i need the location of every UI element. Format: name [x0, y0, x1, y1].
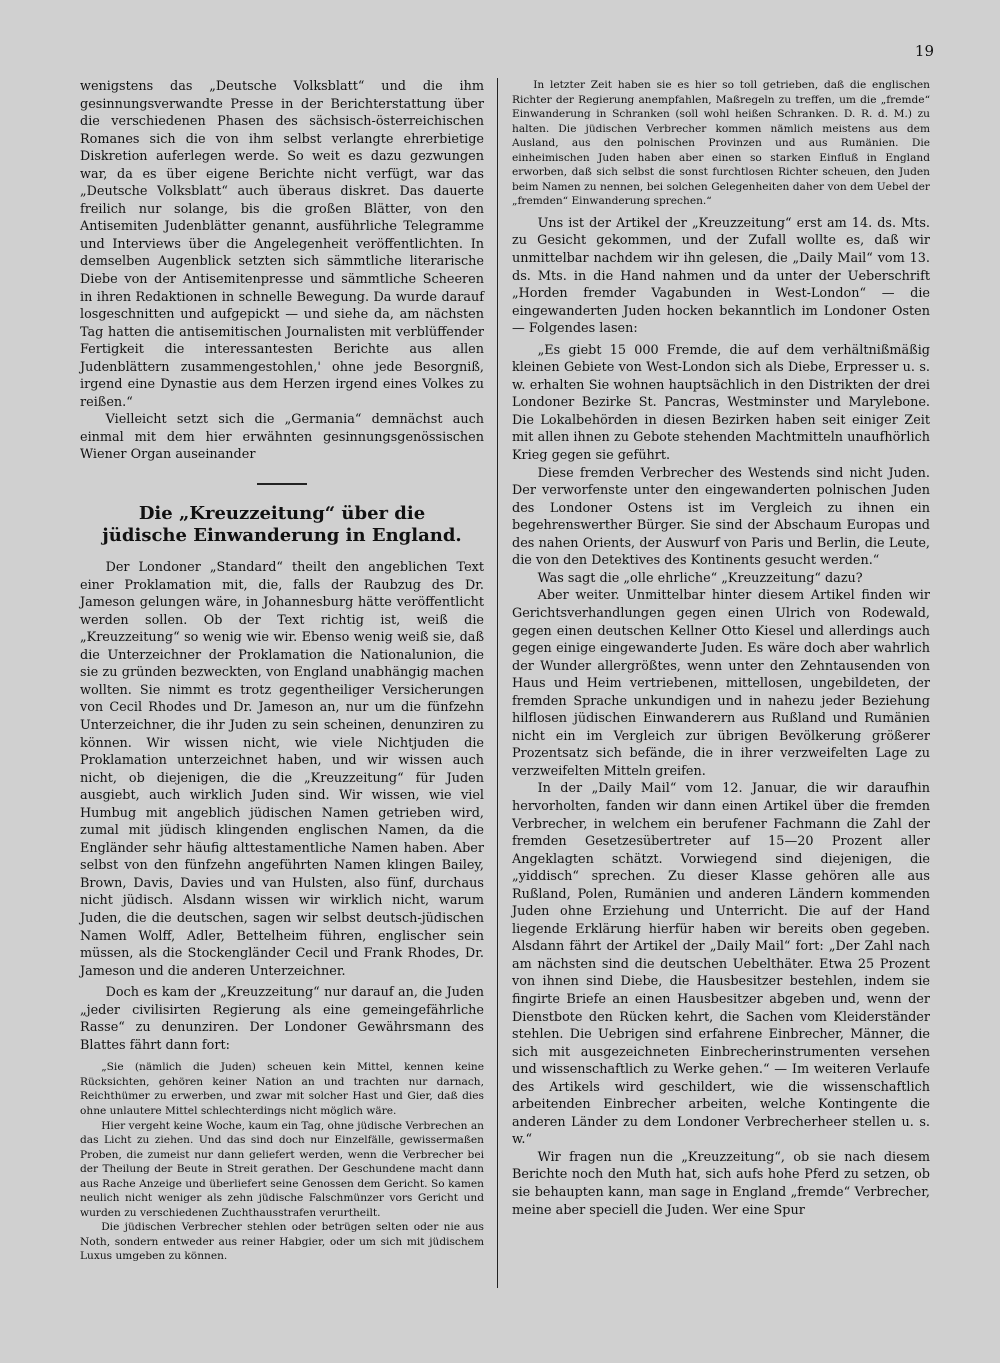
section-separator [257, 483, 307, 485]
article-heading-line2: jüdische Einwanderung in England. [102, 525, 462, 547]
aber-paragraph: Aber weiter. Unmittelbar hinter diesem Artikel finden wir Gerichtsverhandlungen gegen einen Ulrich von Rodewald, gegen einen deutschen Kellner Otto Kiesel und allerdings auch gegen einige eingewanderte Juden. Es wäre doch aber wahrlich der Wunder allergrößtes, wenn unter den Zehntausenden von Haus und Heim vertriebenen, mittellosen, ungebildeten, der fremden Sprache unkundigen und in nahezu jeder Beziehung hilflosen jüdischen Einwanderern aus Rußland und Rumänien nicht ein im Vergleich zur übrigen Bevölkerung größerer Prozentsatz sich befände, die in ihrer verzweifelten Lage zu verzweifelten Mitteln greifen. [512, 588, 930, 779]
germania-paragraph: Vielleicht setzt sich die „Germania“ demnächst auch einmal mit dem hier erwähnten gesinnungsgenössischen Wiener Organ auseinander [80, 412, 484, 463]
daily-mail-paragraph: In der „Daily Mail“ vom 12. Januar, die wir daraufhin hervorholten, fanden wir dann einen Artikel über die fremden Verbrecher, in welchem ein berufener Fachmann die Zahl der fremden Gesetzesübertreter auf 15—20 Prozent aller Angeklagten schätzt. Vorwiegend sind diejenigen, die „yiddisch“ sprechen. Zu dieser Klasse gehören alle aus Rußland, Polen, Rumänien und anderen Ländern kommenden Juden ohne Erziehung und Unterricht. Die auf der Hand liegende Erklärung hierfür haben wir bereits oben gegeben. Alsdann fährt der Artikel der „Daily Mail“ fort: „Der Zahl nach am nächsten sind die deutschen Uebelthäter. Etwa 25 Prozent von ihnen sind Diebe, die Hausbesitzer bestehlen, indem sie fingirte Briefe an einen Hausbesitzer abgeben und, wenn der Dienstbote den Rücken kehrt, die Sachen vom Kleiderständer stehlen. Die Uebrigen sind erfahrene Einbrecher, Männer, die sich mit ausgezeichneten Einbrecherinstrumenten versehen und wissenschaftlich zu Werke gehen.“ — Im weiteren Verlaufe des Artikels wird geschildert, wie die wissenschaftlich arbeitenden Einbrecher arbeiten, welche Kontingente die anderen Länder zu dem Londoner Verbrecherheer stellen u. s. w.“ [512, 781, 930, 1148]
fragen-paragraph: Wir fragen nun die „Kreuzzeitung“, ob sie nach diesem Berichte noch den Muth hat, sich aufs hohe Pferd zu setzen, ob sie behaupten kann, man sage in England „fremde“ Verbrecher, meine aber speciell die Juden. Wer eine Spur [512, 1149, 930, 1218]
quote-paragraph-1: „Sie (nämlich die Juden) scheuen kein Mittel, kennen keine Rücksichten, gehören keiner Nation an und trachten nur darnach, Reichthümer zu erwerben, und zwar mit solcher Hast und Gier, daß dies ohne unlautere Mittel schlechterdings nicht möglich wäre. [80, 1061, 484, 1117]
column-divider [497, 78, 498, 1288]
intro-paragraph: wenigstens das „Deutsche Volksblatt“ und die ihm gesinnungsverwandte Presse in der Berichterstattung über die verschiedenen Phasen des sächsisch-österreichischen Romanes sich die von ihm selbst verlangte ehrerbietige Diskretion auferlegen werde. So weit es dazu gezwungen war, da es über eigene Berichte nicht verfügt, war das „Deutsche Volksblatt“ auch überaus diskret. Das dauerte freilich nur solange, bis die großen Blätter, von den Antisemiten Judenblätter genannt, ausführliche Telegramme und Interviews über die Angelegenheit veröffentlichten. In demselben Augenblick setzten sich sämmtliche literarische Diebe von der Antisemitenpresse und sämmtliche Scheeren in ihren Redaktionen in schnelle Bewegung. Da wurde darauf losgeschnitten und aufgepickt — und siehe da, am nächsten Tag hatten die antisemitischen Journalisten mit verblüffender Fertigkeit die interessantesten Berichte aus allen Judenblättern zusammengestohlen,' ohne jede Besorgniß, irgend eine Dynastie aus dem Herzen irgend eines Volkes zu reißen.“ [80, 79, 484, 410]
left-column [80, 78, 484, 1264]
was-paragraph: Was sagt die „olle ehrliche“ „Kreuzzeitung“ dazu? [537, 570, 863, 586]
quote-paragraph-6: Diese fremden Verbrecher des Westends sind nicht Juden. Der verworfenste unter den eingewanderten polnischen Juden des Londoner Ostens ist im Vergleich zu ihnen ein begehrenswerther Bürger. Sie sind der Abschaum Europas und des nahen Orients, der Auswurf von Paris und Berlin, die Leute, die von den Detektives des Kontinents gesucht werden.“ [512, 465, 930, 569]
article-heading-line1: Die „Kreuzzeitung“ über die [138, 503, 426, 525]
right-column [512, 78, 930, 1219]
doch-paragraph: Doch es kam der „Kreuzzeitung“ nur darauf an, die Juden „jeder civilisirten Regierung als eine gemeingefährliche Rasse“ zu denunziren. Der Londoner Gewährsmann des Blattes fährt dann fort: [80, 985, 484, 1053]
uns-paragraph: Uns ist der Artikel der „Kreuzzeitung“ erst am 14. ds. Mts. zu Gesicht gekommen, und der Zufall wollte es, daß wir unmittelbar nachdem wir ihn gelesen, die „Daily Mail“ vom 13. ds. Mts. in die Hand nahmen und da unter der Ueberschrift „Horden fremder Vagabunden in West-London“ — die eingewanderten Juden hocken bekanntlich im Londoner Osten — Folgendes lasen: [512, 215, 930, 337]
quote-paragraph-4: In letzter Zeit haben sie es hier so toll getrieben, daß die englischen Richter der Regierung anempfahlen, Maßregeln zu treffen, um die „fremde“ Einwanderung in Schranken (soll wohl heißen Schranken. D. R. d. M.) zu halten. Die jüdischen Verbrecher kommen nämlich meistens aus dem Ausland, aus den polnischen Provinzen und aus Rumänien. Die einheimischen Juden haben aber einen so starken Einfluß in England erworben, daß sich selbst die sonst furchtlosen Richter scheuen, den Juden beim Namen zu nennen, bei solchen Gelegenheiten daher von dem Uebel der „fremden“ Einwanderung sprechen.“ [512, 79, 930, 208]
article-heading [80, 503, 484, 547]
quote-paragraph-3: Die jüdischen Verbrecher stehlen oder betrügen selten oder nie aus Noth, sondern entweder aus reiner Habgier, oder um sich mit jüdischem Luxus umgeben zu können. [80, 1221, 484, 1263]
quote-paragraph-2: Hier vergeht keine Woche, kaum ein Tag, ohne jüdische Verbrechen an das Licht zu ziehen. Und das sind doch nur Einzelfälle, gewissermaßen Proben, die zumeist nur dann geliefert werden, wenn die Verbrecher bei der Theilung der Beute in Streit gerathen. Der Geschundene macht dann aus Rache Anzeige und überliefert seine Genossen dem Gericht. So kamen neulich nicht weniger als zehn jüdische Falschmünzer vors Gericht und wurden zu verschiedenen Zuchthausstrafen verurtheilt. [80, 1119, 484, 1219]
standard-paragraph: Der Londoner „Standard“ theilt den angeblichen Text einer Proklamation mit, die, falls der Raubzug des Dr. Jameson gelungen wäre, in Johannesburg hätte veröffentlicht werden sollen. Ob der Text richtig ist, weiß die „Kreuzzeitung“ so wenig wie wir. Ebenso wenig weiß sie, daß die Unterzeichner der Proklamation die Nationalunion, die sie zu gründen bezweckten, von England unabhängig machen wollten. Sie nimmt es trotz gegentheiliger Versicherungen von Cecil Rhodes und Dr. Jameson an, nur um die fünfzehn Unterzeichner, die ihr Juden zu sein scheinen, denunziren zu können. Wir wissen nicht, wie viele Nichtjuden die Proklamation unterzeichnet haben, und wir wissen auch nicht, ob diejenigen, die die „Kreuzzeitung“ für Juden ausgiebt, auch wirklich Juden sind. Wir wissen, wie viel Humbug mit angeblich jüdischen Namen getrieben wird, zumal mit jüdisch klingenden englischen Namen, da die Engländer sehr häufig alttestamentliche Namen haben. Aber selbst von den fünfzehn angeführten Namen klingen Bailey, Brown, Davis, Davies und van Hulsten, also fünf, durchaus nicht jüdisch. Alsdann wissen wir wirklich nicht, warum Juden, die die deutschen, sagen wir selbst deutsch-jüdischen Namen Wolff, Adler, Bettelheim führen, englischer sein müssen, als die Stockengländer Cecil und Frank Rhodes, Dr. Jameson und die anderen Unterzeichner. [80, 560, 484, 979]
page-number: 19 [914, 42, 934, 60]
quote-paragraph-5: „Es giebt 15 000 Fremde, die auf dem verhältnißmäßig kleinen Gebiete von West-London sich als Diebe, Erpresser u. s. w. erhalten Sie wohnen hauptsächlich in den Distrikten der drei Londoner Bezirke St. Pancras, Westminster und Marylebone. Die Lokalbehörden in diesen Bezirken haben seit einiger Zeit mit allen ihnen zu Gebote stehenden Machtmitteln unaufhörlich Krieg gegen sie geführt. [512, 342, 930, 464]
